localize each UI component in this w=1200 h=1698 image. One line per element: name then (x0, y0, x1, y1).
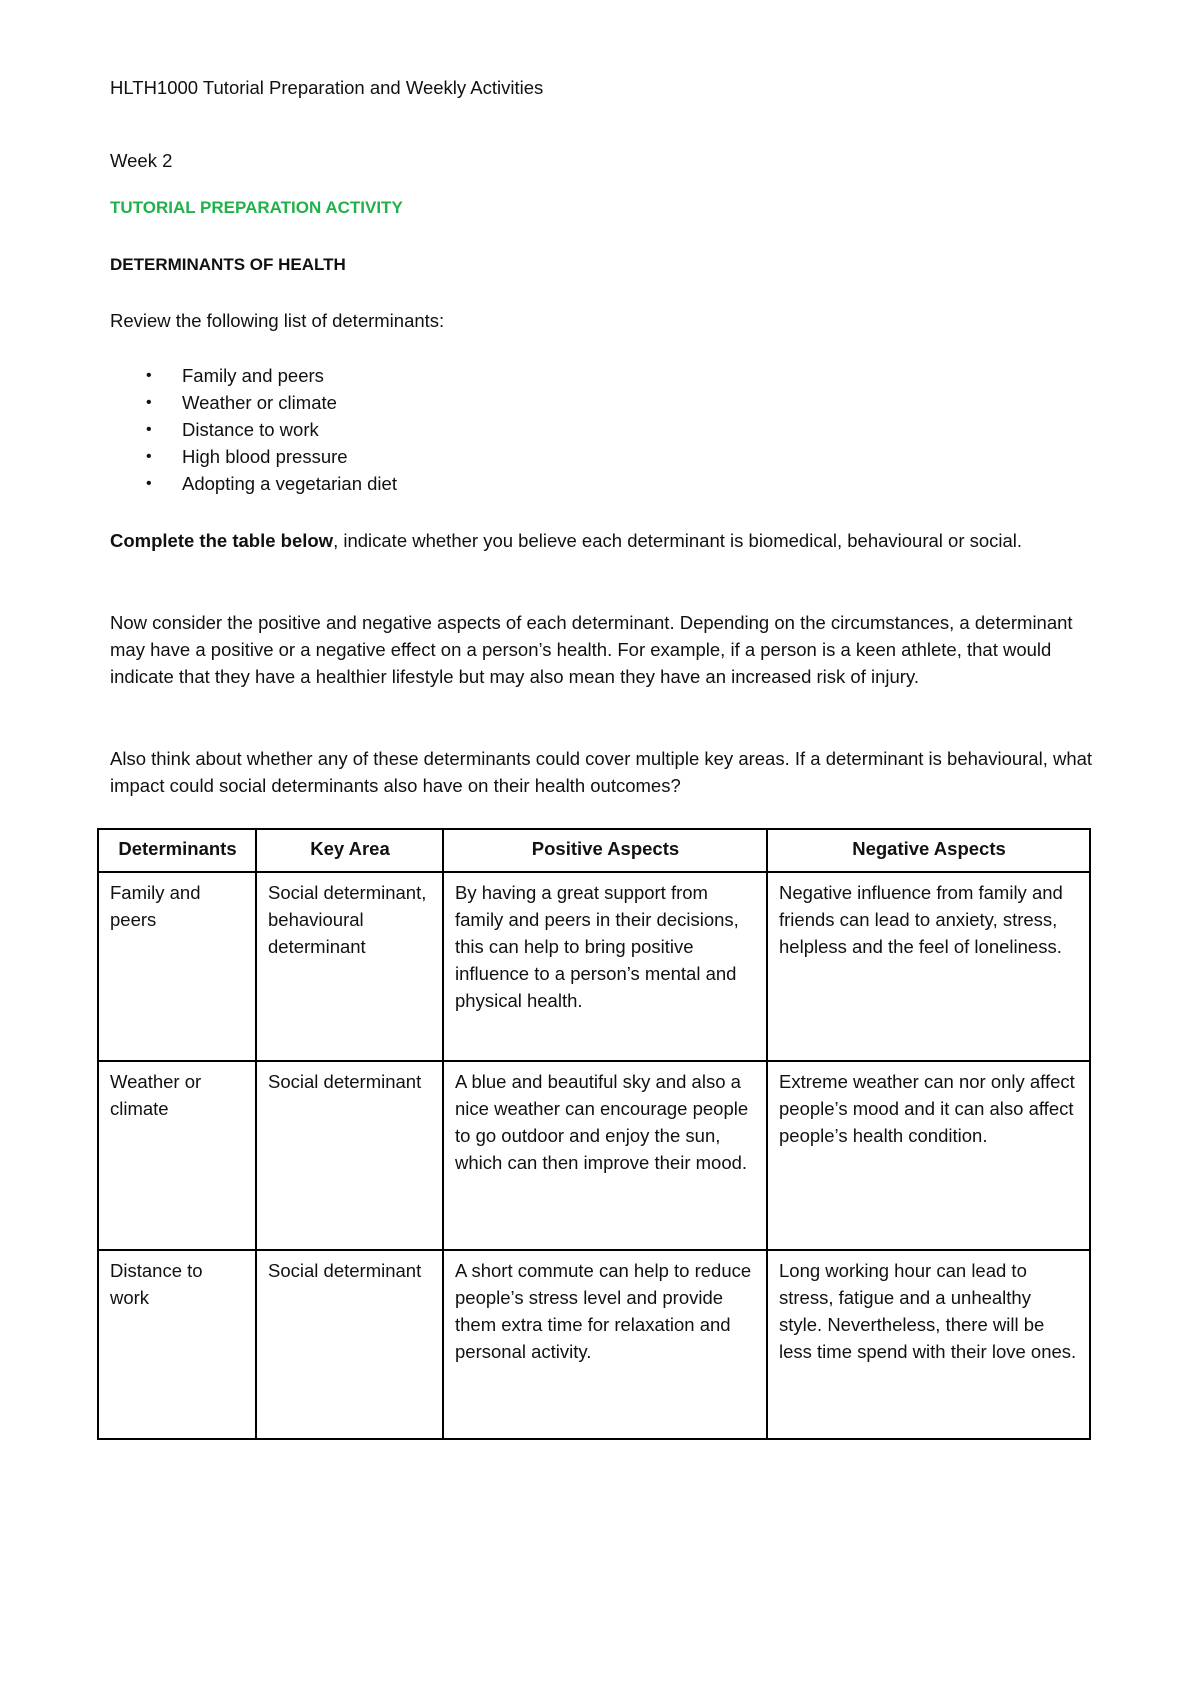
determinants-list (110, 362, 397, 497)
cell-positive: By having a great support from family and peers in their decisions, this can help to bring positive influence to a person’s mental and physical health. (443, 872, 767, 1061)
list-item-text: Family and peers (182, 365, 324, 386)
header-key-area: Key Area (256, 829, 443, 872)
bullet-icon: • (146, 421, 152, 438)
list-item (110, 416, 397, 443)
header-determinants: Determinants (98, 829, 256, 872)
topic-heading: DETERMINANTS OF HEALTH (110, 255, 346, 274)
cell-determinant: Distance to work (98, 1250, 256, 1439)
list-item-text: Weather or climate (182, 392, 337, 413)
table-header-row (98, 829, 1090, 872)
table-row (98, 1061, 1090, 1250)
cell-negative: Long working hour can lead to stress, fatigue and a unhealthy style. Nevertheless, there will be less time spend with their love ones. (767, 1250, 1090, 1439)
consider-paragraph: Now consider the positive and negative aspects of each determinant. Depending on the circumstances, a determinant may have a positive or a negative effect on a person’s health. For example, if a person is a keen athlete, that would indicate that they have a healthier lifestyle but may also mean they have an increased risk of injury. (110, 612, 1073, 687)
determinants-table (97, 828, 1091, 1440)
review-intro: Review the following list of determinants: (110, 310, 445, 331)
section-heading: TUTORIAL PREPARATION ACTIVITY (110, 198, 403, 217)
complete-instruction-bold: Complete the table below (110, 530, 334, 551)
document-header: HLTH1000 Tutorial Preparation and Weekly Activities (110, 77, 544, 98)
list-item (110, 470, 397, 497)
cell-key-area: Social determinant, behavioural determinant (256, 872, 443, 1061)
list-item-text: Adopting a vegetarian diet (182, 473, 397, 494)
list-item (110, 443, 397, 470)
list-item-text: High blood pressure (182, 446, 348, 467)
cell-key-area: Social determinant (256, 1061, 443, 1250)
list-item (110, 362, 397, 389)
bullet-icon: • (146, 394, 152, 411)
cell-determinant: Weather or climate (98, 1061, 256, 1250)
header-positive-aspects: Positive Aspects (443, 829, 767, 872)
complete-instruction-rest: , indicate whether you believe each determinant is biomedical, behavioural or social. (333, 530, 1023, 551)
list-item (110, 389, 397, 416)
also-think-paragraph: Also think about whether any of these determinants could cover multiple key areas. If a determinant is behavioural, what impact could social determinants also have on their health outcomes? (110, 748, 1093, 796)
cell-key-area: Social determinant (256, 1250, 443, 1439)
cell-negative: Negative influence from family and friends can lead to anxiety, stress, helpless and the feel of loneliness. (767, 872, 1090, 1061)
list-item-text: Distance to work (182, 419, 319, 440)
cell-negative: Extreme weather can nor only affect people’s mood and it can also affect people’s health condition. (767, 1061, 1090, 1250)
week-label: Week 2 (110, 150, 173, 171)
header-negative-aspects: Negative Aspects (767, 829, 1090, 872)
table-row (98, 872, 1090, 1061)
cell-determinant: Family and peers (98, 872, 256, 1061)
cell-positive: A short commute can help to reduce people’s stress level and provide them extra time for relaxation and personal activity. (443, 1250, 767, 1439)
complete-instruction (110, 527, 1100, 554)
bullet-icon: • (146, 448, 152, 465)
cell-positive: A blue and beautiful sky and also a nice weather can encourage people to go outdoor and enjoy the sun, which can then improve their mood. (443, 1061, 767, 1250)
table-row (98, 1250, 1090, 1439)
bullet-icon: • (146, 475, 152, 492)
bullet-icon: • (146, 367, 152, 384)
